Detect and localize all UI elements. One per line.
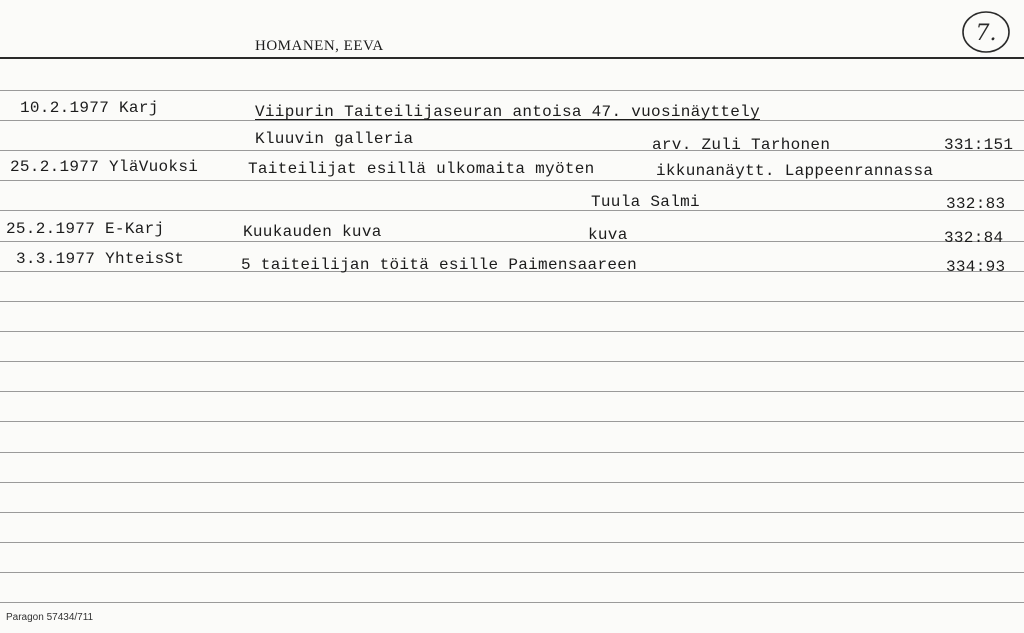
ruled-line (0, 361, 1024, 362)
ruled-line (0, 331, 1024, 332)
ruled-line (0, 391, 1024, 392)
ruled-line (0, 301, 1024, 302)
entry-note: Tuula Salmi (591, 193, 700, 211)
ruled-line (0, 482, 1024, 483)
ruled-line (0, 602, 1024, 603)
entry-note: kuva (588, 226, 628, 244)
entry-date-source: 25.2.1977 YläVuoksi (10, 158, 199, 176)
printer-imprint: Paragon 57434/711 (6, 612, 94, 623)
entry-date-source: 25.2.1977 E-Karj (6, 220, 165, 238)
ruled-line (0, 150, 1024, 151)
entry-ref: 331:151 (944, 136, 1014, 154)
ruled-line (0, 241, 1024, 242)
ruled-line (0, 452, 1024, 453)
entry-date-source: 3.3.1977 YhteisSt (16, 250, 185, 268)
ruled-line (0, 542, 1024, 543)
entry-text: 5 taiteilijan töitä esille Paimensaareen (241, 256, 638, 274)
entry-text: Kluuvin galleria (255, 130, 414, 148)
entry-text: Kuukauden kuva (243, 223, 382, 241)
card-number-stamp (960, 8, 1012, 56)
entry-note: arv. Zuli Tarhonen (652, 136, 831, 154)
ruled-line (0, 180, 1024, 181)
ruled-line (0, 572, 1024, 573)
card-name: HOMANEN, EEVA (255, 38, 384, 54)
ruled-line (0, 90, 1024, 91)
entry-date-source: 10.2.1977 Karj (20, 99, 159, 117)
ruled-line (0, 421, 1024, 422)
header-rule (0, 57, 1024, 59)
entry-ref: 332:83 (946, 195, 1006, 213)
entry-text: Taiteilijat esillä ulkomaita myöten (248, 160, 595, 178)
entry-ref: 334:93 (946, 258, 1006, 276)
entry-text: Viipurin Taiteilijaseuran antoisa 47. vuosinäyttely (255, 103, 760, 121)
entry-ref: 332:84 (944, 229, 1004, 247)
card-number: 7. (975, 21, 997, 46)
ruled-line (0, 210, 1024, 211)
ruled-line (0, 512, 1024, 513)
entry-note: ikkunanäytt. Lappeenrannassa (656, 162, 934, 180)
